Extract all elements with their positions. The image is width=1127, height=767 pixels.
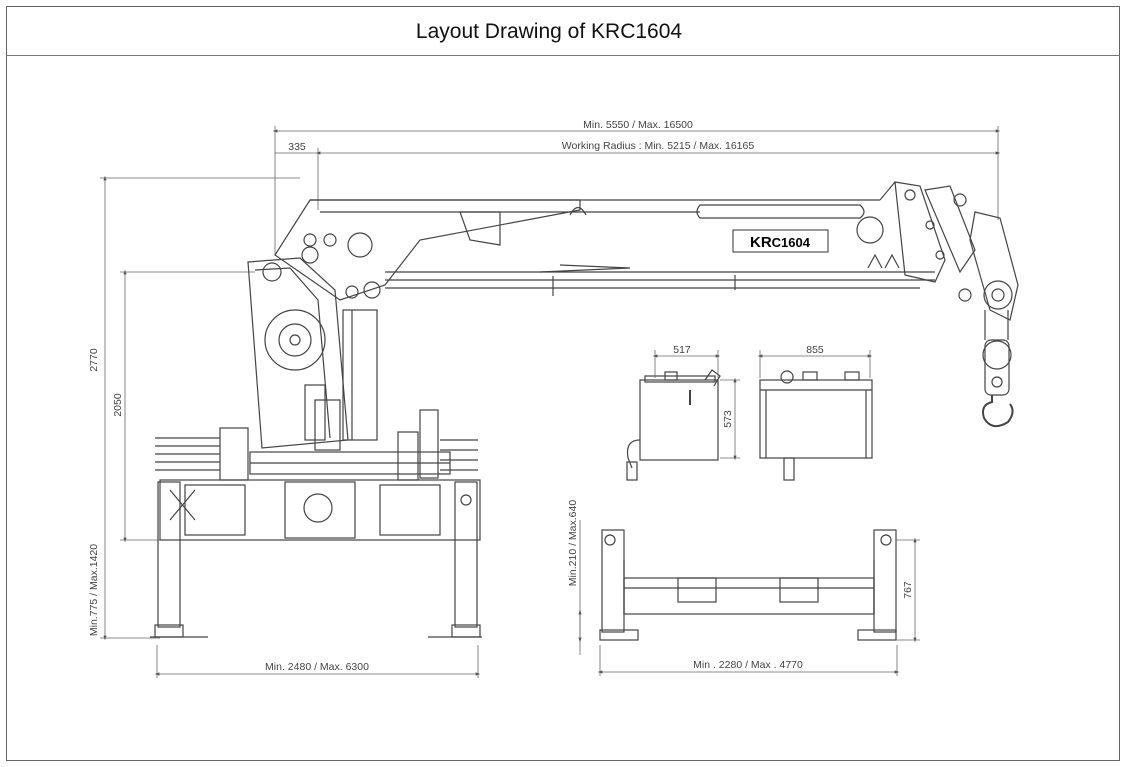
base-height-label: Min.210 / Max.640 xyxy=(567,499,579,587)
total-length-label: Min. 5550 / Max. 16500 xyxy=(583,119,693,131)
outrigger-right xyxy=(428,482,482,637)
tank-width-label: 855 xyxy=(806,344,824,356)
outrigger-left xyxy=(150,482,208,637)
crane-jib-head xyxy=(895,182,1018,340)
crane-column xyxy=(248,258,377,450)
crane-telescopic-boom xyxy=(310,182,935,296)
svg-text:KRC1604 xyxy=(750,234,811,251)
height-column-label: 2050 xyxy=(112,393,124,417)
model-label-bold: KR xyxy=(750,234,772,251)
dimension-height xyxy=(100,178,300,638)
oil-tank-front xyxy=(760,371,872,480)
height-total-label: 2770 xyxy=(88,348,100,372)
tank-depth-label: 517 xyxy=(673,344,691,356)
crane-base xyxy=(155,410,480,540)
dimension-working-radius xyxy=(275,148,998,210)
outrigger-height-label: Min.775 / Max.1420 xyxy=(88,543,100,637)
base-right-label: 767 xyxy=(902,581,914,599)
offset-label: 335 xyxy=(288,141,306,153)
oil-tank-side xyxy=(627,370,720,480)
dimension-base xyxy=(580,520,920,676)
model-label xyxy=(733,230,828,252)
working-radius-label: Working Radius : Min. 5215 / Max. 16165 xyxy=(561,140,755,152)
model-label-rest: C1604 xyxy=(771,235,810,250)
outrigger-span-label: Min. 2480 / Max. 6300 xyxy=(265,661,369,673)
crane-inner-boom xyxy=(275,200,586,300)
hook-block xyxy=(983,340,1013,426)
tank-height-label: 573 xyxy=(722,410,734,428)
page-title: Layout Drawing of KRC1604 xyxy=(415,20,683,43)
base-frame xyxy=(600,530,896,640)
base-span-label: Min . 2280 / Max . 4770 xyxy=(693,659,803,671)
dimension-tank-depth xyxy=(655,350,740,458)
